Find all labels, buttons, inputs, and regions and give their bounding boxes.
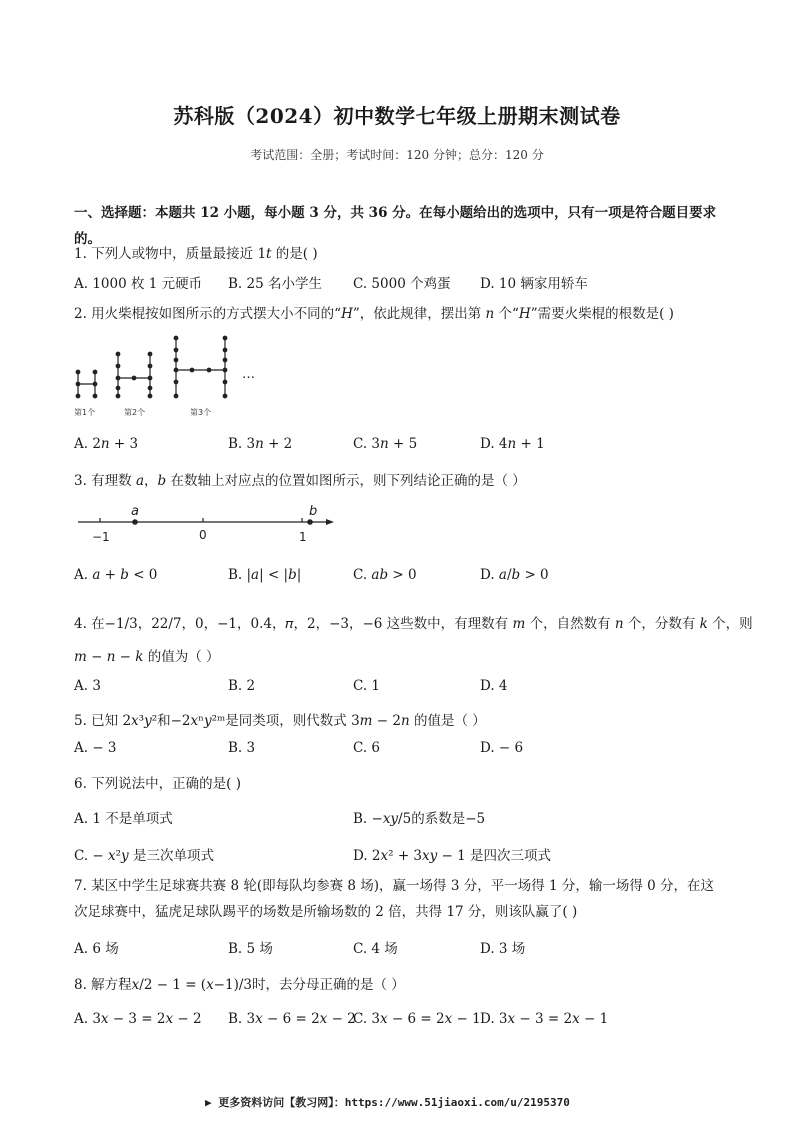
question-1-stem: 1. 下列人或物中，质量最接近 1𝑡 的是( )	[74, 246, 318, 262]
q4-option-b: B. 2	[228, 678, 256, 694]
q5-option-c: C. 6	[353, 740, 381, 756]
q2-option-c: C. 3𝑛 + 5	[353, 436, 418, 452]
q7-option-b: B. 5 场	[228, 941, 273, 957]
question-2-stem: 2. 用火柴棍按如图所示的方式摆大小不同的“𝐻”，依此规律，摆出第 𝑛 个“𝐻”需要火柴棍的根数是( )	[74, 306, 674, 322]
tick-label-neg1: −1	[92, 530, 110, 544]
q3-option-b: B. |𝑎| < |𝑏|	[228, 567, 302, 583]
q2-option-d: D. 4𝑛 + 1	[480, 436, 545, 452]
q2-option-a: A. 2𝑛 + 3	[74, 436, 139, 452]
q1-option-a: A. 1000 枚 1 元硬币	[74, 276, 203, 292]
q3-option-a: A. 𝑎 + 𝑏 < 0	[74, 567, 158, 583]
question-7-stem: 7. 某区中学生足球赛共赛 8 轮(即每队均参赛 8 场)，赢一场得 3 分，平一场得 1 分，输一场得 0 分，在这次足球赛中，猛虎足球队踢平的场数是所输场数的 2 倍，共得 17 分，则该队赢了( )	[74, 878, 715, 920]
q5-option-b: B. 3	[228, 740, 256, 756]
q6-option-d: D. 2𝑥² + 3𝑥𝑦 − 1 是四次三项式	[353, 848, 552, 864]
tick-label-0: 0	[199, 528, 207, 542]
footer-link[interactable]: ▶ 更多资料访问【教习网】：https://www.51jiaoxi.com/u/2195370	[205, 1096, 570, 1109]
q8-option-b: B. 3𝑥 − 6 = 2𝑥 − 2	[228, 1011, 356, 1027]
question-4-stem-line1: 4. 在−1/3，22/7，0，−1，0.4，𝜋，2，−3，−6 这些数中，有理数有 𝑚 个，自然数有 𝑛 个，分数有 𝑘 个，则	[74, 616, 753, 632]
tick-label-1: 1	[299, 530, 307, 544]
q7-option-d: D. 3 场	[480, 941, 526, 957]
q4-option-a: A. 3	[74, 678, 101, 694]
page-title: 苏科版（2024）初中数学七年级上册期末测试卷	[173, 104, 621, 128]
number-line	[72, 500, 342, 546]
question-3-stem: 3. 有理数 𝑎，𝑏 在数轴上对应点的位置如图所示，则下列结论正确的是（ ）	[74, 473, 526, 489]
q5-option-a: A. − 3	[74, 740, 117, 756]
point-a-label: a	[131, 504, 139, 519]
q4-option-d: D. 4	[480, 678, 508, 694]
q5-option-d: D. − 6	[480, 740, 524, 756]
q4-option-c: C. 1	[353, 678, 381, 694]
q7-option-a: A. 6 场	[74, 941, 119, 957]
q1-option-c: C. 5000 个鸡蛋	[353, 276, 451, 292]
q2-option-b: B. 3𝑛 + 2	[228, 436, 293, 452]
question-8-stem: 8. 解方程𝑥/2 − 1 = (𝑥−1)/3时，去分母正确的是（ ）	[74, 977, 405, 993]
question-5-stem: 5. 已知 2𝑥³𝑦²和−2𝑥ⁿ𝑦²ᵐ是同类项，则代数式 3𝑚 − 2𝑛 的值是（ ）	[74, 713, 486, 729]
figure-label-2: 第2个	[124, 408, 146, 417]
q6-option-b: B. −𝑥𝑦/5的系数是−5	[353, 811, 486, 827]
figure-label-1: 第1个	[74, 408, 96, 417]
q8-option-c: C. 3𝑥 − 6 = 2𝑥 − 1	[353, 1011, 481, 1027]
q7-option-c: C. 4 场	[353, 941, 398, 957]
q6-option-a: A. 1 不是单项式	[74, 811, 173, 827]
q8-option-d: D. 3𝑥 − 3 = 2𝑥 − 1	[480, 1011, 609, 1027]
figure-ellipsis: …	[242, 367, 255, 382]
section-heading: 一、选择题：本题共 12 小题，每小题 3 分，共 36 分。在每小题给出的选项中，只有一项是符合题目要求的。	[74, 205, 717, 247]
q1-option-d: D. 10 辆家用轿车	[480, 276, 588, 292]
point-b-label: b	[309, 504, 318, 519]
q3-option-c: C. 𝑎𝑏 > 0	[353, 567, 417, 583]
q3-option-d: D. 𝑎/𝑏 > 0	[480, 567, 549, 583]
matchstick-h-figure	[70, 332, 270, 424]
figure-label-3: 第3个	[190, 408, 212, 417]
q1-option-b: B. 25 名小学生	[228, 276, 322, 292]
exam-info: 考试范围：全册；考试时间：120 分钟；总分：120 分	[250, 148, 544, 162]
question-6-stem: 6. 下列说法中，正确的是( )	[74, 776, 241, 792]
question-4-stem-line2: 𝑚 − 𝑛 − 𝑘 的值为（ ）	[74, 649, 220, 665]
q6-option-c: C. − 𝑥²𝑦 是三次单项式	[74, 848, 214, 864]
q8-option-a: A. 3𝑥 − 3 = 2𝑥 − 2	[74, 1011, 202, 1027]
